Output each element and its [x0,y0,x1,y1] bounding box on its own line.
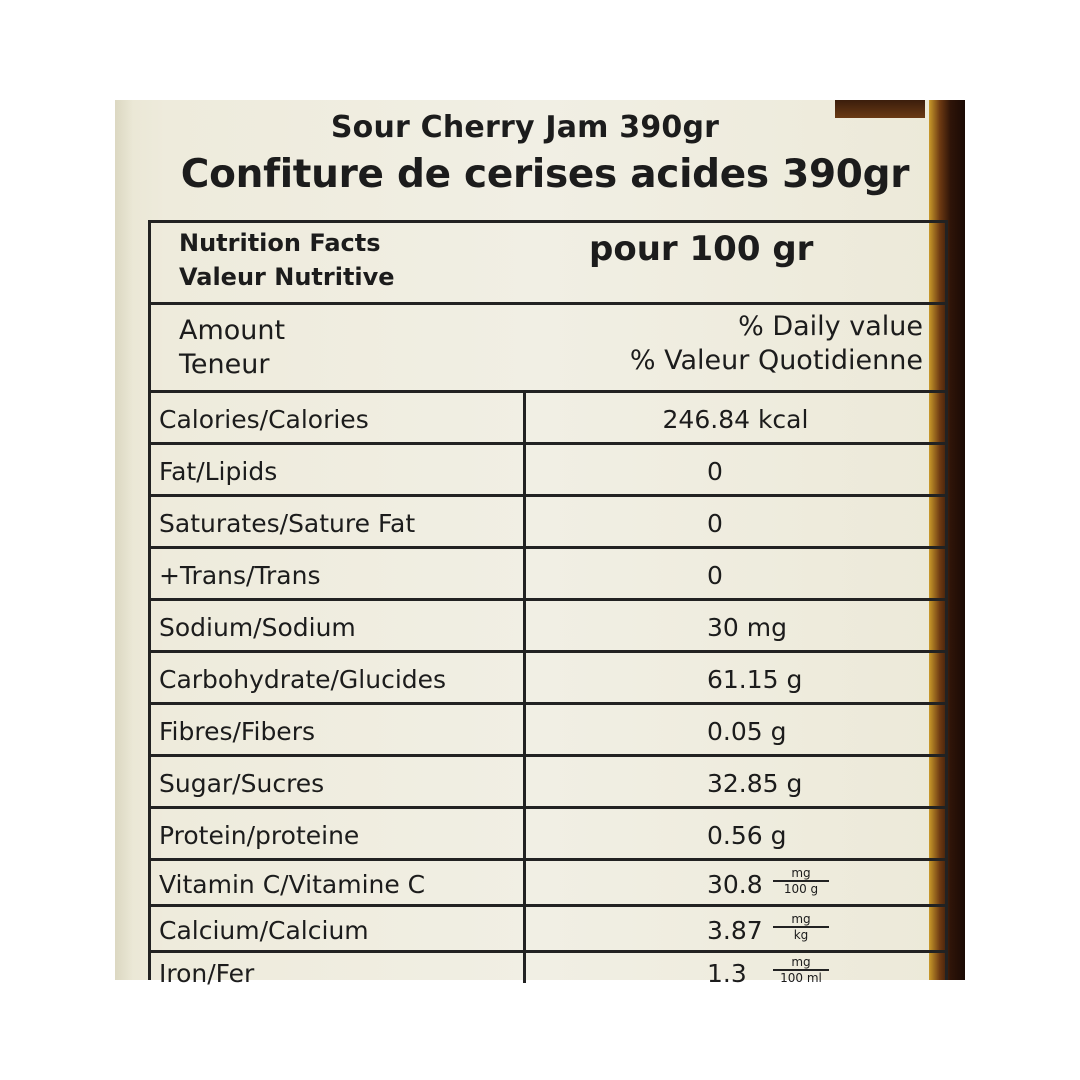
nutrient-name: Sugar/Sucres [159,769,325,798]
nutrient-value: 1.3 [707,959,747,988]
unit-denominator: 100 g [783,882,819,896]
product-title-fr: Confiture de cerises acides 390gr [180,152,910,197]
table-row [151,953,945,993]
nutrient-value: 0 [707,509,723,538]
nutrition-header [151,223,945,305]
serving-size: pour 100 gr [589,229,814,269]
nutrient-value: 0 [707,457,723,486]
nutrition-facts-label: Nutrition Facts [179,229,381,257]
table-row [151,809,945,861]
unit-numerator: mg [773,955,829,971]
amount-label: Amount [179,315,286,346]
amount-header [151,305,945,393]
unit-fraction [773,912,829,942]
valeur-quotidienne-label: % Valeur Quotidienne [629,345,923,376]
nutrient-name: Fibres/Fibers [159,717,315,746]
table-row [151,601,945,653]
table-row [151,393,945,445]
nutrient-name: Sodium/Sodium [159,613,356,642]
unit-denominator: 100 ml [780,971,822,985]
label-curve-shadow [115,100,133,980]
table-row [151,907,945,953]
table-row [151,861,945,907]
table-row [151,705,945,757]
nutrient-value: 0 [707,561,723,590]
product-title-en: Sour Cherry Jam 390gr [330,110,720,145]
unit-numerator: mg [773,912,829,928]
nutrient-name: Vitamin C/Vitamine C [159,870,426,899]
table-row [151,497,945,549]
nutrient-value: 30 mg [707,613,787,642]
nutrient-value: 30.8 [707,870,763,899]
nutrient-value: 246.84 kcal [662,405,809,434]
teneur-label: Teneur [179,349,270,380]
nutrient-name: Protein/proteine [159,821,360,850]
nutrient-name: +Trans/Trans [159,561,321,590]
nutrient-value: 3.87 [707,916,763,945]
nutrient-value: 0.05 g [707,717,787,746]
table-row [151,653,945,705]
valeur-nutritive-label: Valeur Nutritive [179,263,395,291]
nutrient-name: Fat/Lipids [159,457,278,486]
nutrient-value: 61.15 g [707,665,803,694]
daily-value-label: % Daily value [738,311,923,342]
nutrient-name: Calories/Calories [159,405,369,434]
unit-fraction [773,866,829,896]
nutrient-name: Carbohydrate/Glucides [159,665,447,694]
table-row [151,757,945,809]
nutrient-name: Iron/Fer [159,959,255,988]
unit-numerator: mg [773,866,829,882]
unit-denominator: kg [793,928,809,942]
nutrient-value: 32.85 g [707,769,803,798]
table-row [151,549,945,601]
nutrient-name: Calcium/Calcium [159,916,369,945]
nutrient-name: Saturates/Sature Fat [159,509,416,538]
unit-fraction [773,955,829,985]
nutrition-table [148,220,948,988]
table-row [151,445,945,497]
nutrient-value: 0.56 g [707,821,787,850]
